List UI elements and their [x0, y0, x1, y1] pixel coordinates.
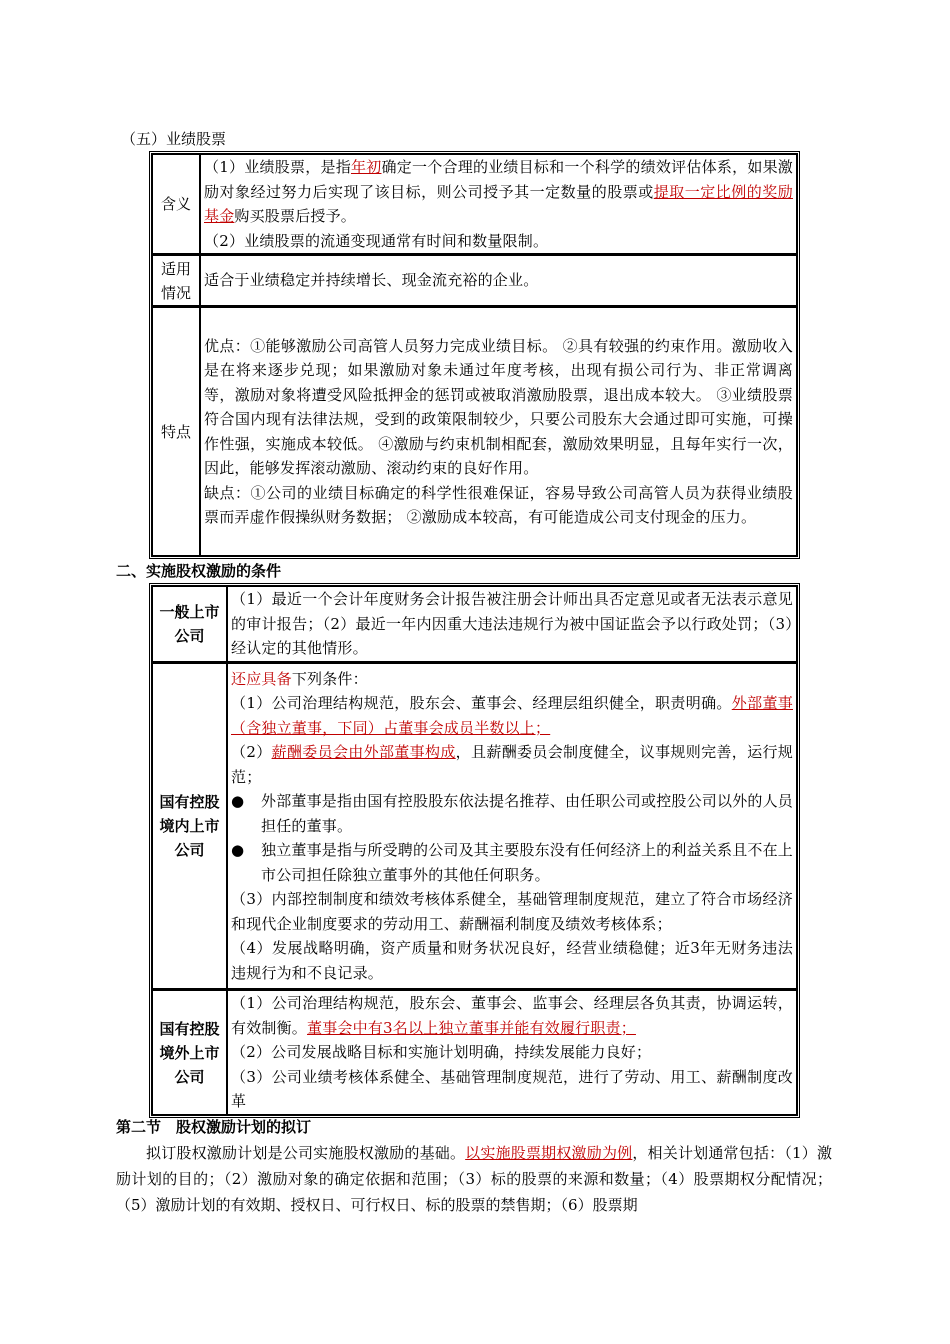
features-cell: [200, 306, 797, 556]
domestic-condition-4: （4）发展战略明确，资产质量和财务状况良好，经营业绩稳健；近3年无财务违法违规行为和不良记录。: [231, 939, 793, 982]
row-label-overseas-soe: 国有控股 境外上市 公司: [152, 989, 227, 1115]
row-label-domestic-soe: 国有控股 境内上市 公司: [152, 662, 227, 989]
highlight-external-directors: 外部董事（含独立董事，下同）占董事会成员半数以上；: [231, 694, 793, 737]
highlight-year-start: 年初: [350, 158, 382, 176]
applicable-cell: 适合于业绩稳定并持续增长、现金流充裕的企业。: [200, 254, 797, 306]
performance-shares-table: [149, 151, 800, 559]
meaning-paragraph-1: （1）业绩股票，是指年初确定一个合理的业绩目标和一个科学的绩效评估体系，如果激励对象经过努力后实现了该目标，则公司授予其一定数量的股票或提取一定比例的奖励基金购买股票后授予。: [204, 158, 794, 225]
section-heading-performance-shares: （五）业绩股票: [121, 130, 227, 148]
highlight-stock-option-example: 以实施股票期权激励为例: [465, 1144, 633, 1162]
table-row: [152, 154, 797, 254]
highlight-compensation-committee: 薪酬委员会由外部董事构成: [271, 743, 456, 762]
overseas-soe-cell: [227, 989, 797, 1115]
advantages-text: 优点：①能够激励公司高管人员努力完成业绩目标。 ②具有较强的约束作用。激励收入是在将来逐步兑现；如果激励对象未通过年度考核，出现有损公司行为、非正常调离等，激励对象将遭受风险抵押金的惩罚或被取消激励股票，退出成本较大。 ③业绩股票符合国内现有法律法规，受到的政策限制较少，只要公司股东大会通过即可实施，可操作性强，实施成本较低。 ④激励与约束机制相配套，激励效果明显，且每年实行一次，因此，能够发挥滚动激励、滚动约束的良好作用。: [204, 336, 793, 477]
general-company-cell: （1）最近一个会计年度财务会计报告被注册会计师出具否定意见或者无法表示意见的审计报告；（2）最近一年内因重大违法违规行为被中国证监会予以行政处罚；（3）经认定的其他情形。: [227, 586, 797, 662]
domestic-intro: 还应具备下列条件：: [231, 669, 368, 688]
section-heading-conditions: 二、实施股权激励的条件: [116, 562, 282, 580]
overseas-condition-3: （3）公司业绩考核体系健全、基础管理制度规范，进行了劳动、用工、薪酬制度改革: [231, 1067, 793, 1111]
list-item: ● 独立董事是指与所受聘的公司及其主要股东没有任何经济上的利益关系且不在上市公司担任除独立董事外的其他任何职务。: [231, 838, 793, 887]
table-row: [152, 586, 797, 662]
highlight-bonus-fund: 提取一定比例的奖励基金: [204, 182, 793, 225]
table-row: [152, 989, 797, 1115]
section-heading-plan-drafting: 第二节 股权激励计划的拟订: [116, 1118, 312, 1136]
meaning-paragraph-2: （2）业绩股票的流通变现通常有时间和数量限制。: [204, 231, 549, 250]
row-label-meaning: 含义: [152, 154, 200, 254]
plan-drafting-paragraph: 拟订股权激励计划是公司实施股权激励的基础。以实施股票期权激励为例，相关计划通常包括：（1）激励计划的目的；（2）激励对象的确定依据和范围；（3）标的股票的来源和数量；（4）股票期权分配情况；（5）激励计划的有效期、授权日、可行权日、标的股票的禁售期；（6）股票期: [116, 1144, 832, 1214]
overseas-condition-2: （2）公司发展战略目标和实施计划明确，持续发展能力良好；: [231, 1043, 652, 1062]
meaning-cell: [200, 154, 797, 254]
row-label-applicable: 适用 情况: [152, 254, 200, 306]
table-row: [152, 254, 797, 306]
row-label-features: 特点: [152, 306, 200, 556]
list-item: ● 外部董事是指由国有控股股东依法提名推荐、由任职公司或控股公司以外的人员担任的董事。: [231, 789, 793, 838]
row-label-general-company: 一般上市 公司: [152, 586, 227, 662]
bullet-icon: ●: [231, 792, 245, 811]
conditions-table: [149, 583, 800, 1118]
highlight-independent-directors: 董事会中有3名以上独立董事并能有效履行职责；: [307, 1018, 636, 1037]
domestic-condition-2: （2）薪酬委员会由外部董事构成，且薪酬委员会制度健全，议事规则完善，运行规范；: [231, 743, 794, 786]
overseas-condition-1: （1）公司治理结构规范，股东会、董事会、监事会、经理层各负其责，协调运转，有效制衡。董事会中有3名以上独立董事并能有效履行职责；: [231, 994, 793, 1037]
domestic-condition-1: （1）公司治理结构规范，股东会、董事会、经理层组织健全，职责明确。外部董事（含独立董事，下同）占董事会成员半数以上；: [231, 694, 793, 737]
table-row: [152, 306, 797, 556]
domestic-condition-3: （3）内部控制制度和绩效考核体系健全，基础管理制度规范，建立了符合市场经济和现代企业制度要求的劳动用工、薪酬福利制度及绩效考核体系；: [231, 890, 793, 933]
table-row: [152, 662, 797, 989]
bullet-icon: ●: [231, 841, 245, 860]
domestic-soe-cell: [227, 662, 797, 989]
disadvantages-text: 缺点：①公司的业绩目标确定的科学性很难保证，容易导致公司高管人员为获得业绩股票而弄虚作假操纵财务数据； ②激励成本较高，有可能造成公司支付现金的压力。: [204, 483, 793, 526]
